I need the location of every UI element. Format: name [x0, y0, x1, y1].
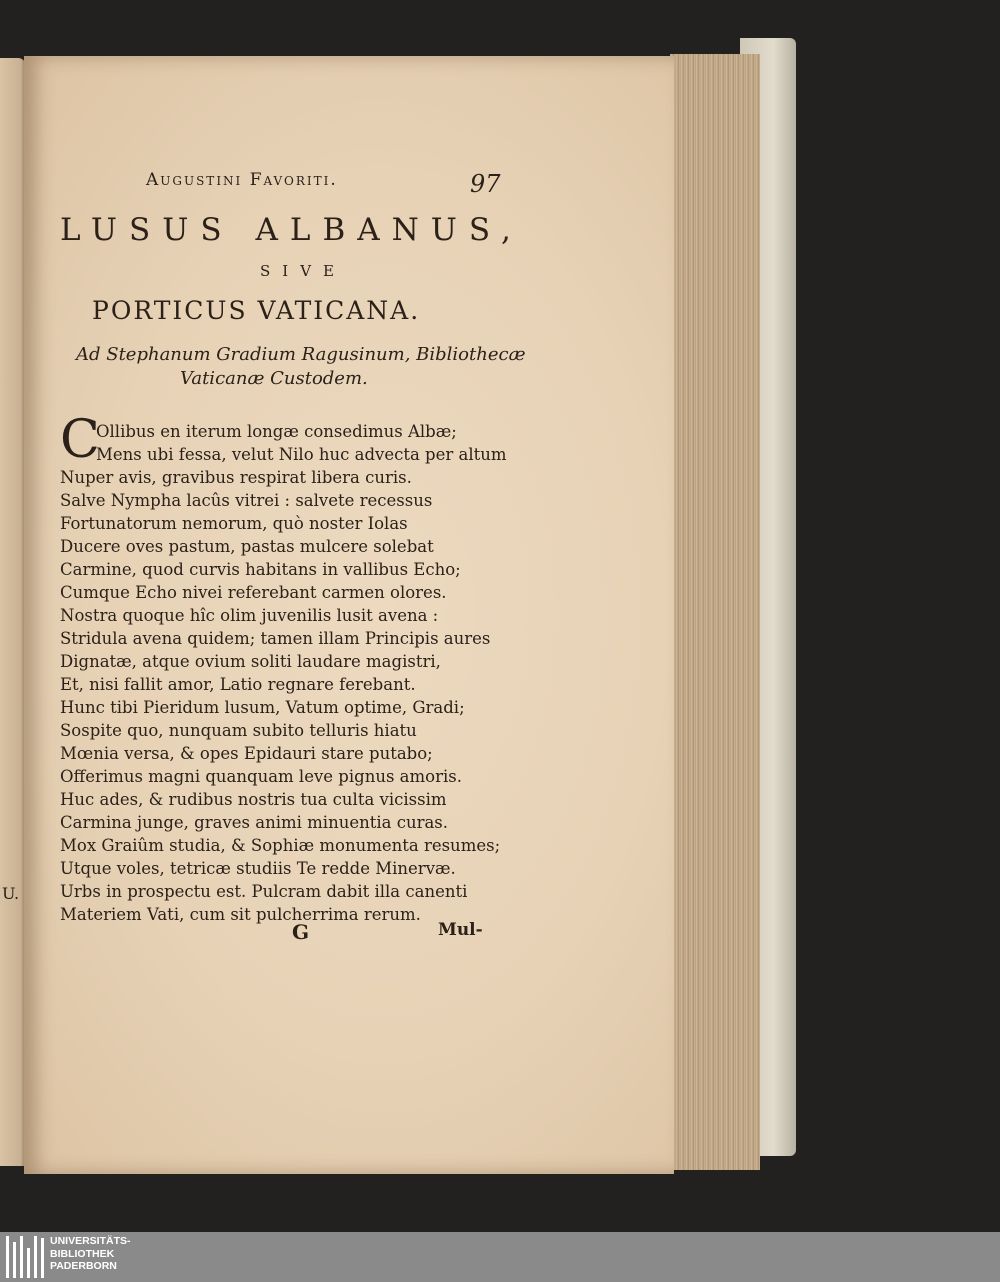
library-barcode-logo-icon	[6, 1236, 46, 1278]
left-page-fragment: U.	[2, 884, 20, 903]
catchword: Mul-	[438, 920, 483, 940]
verse-line: Sospite quo, nunquam subito telluris hiatu	[60, 721, 417, 740]
dedication-line-1: Ad Stephanum Gradium Ragusinum, Bibliothecæ	[76, 344, 526, 365]
verse-line: Materiem Vati, cum sit pulcherrima rerum.	[60, 905, 421, 924]
running-head: Augustini Favoriti.	[146, 170, 338, 190]
verse-line: Carmine, quod curvis habitans in vallibus Echo;	[60, 560, 461, 579]
left-page-edge	[0, 58, 26, 1166]
verse-line: Carmina junge, graves animi minuentia curas.	[60, 813, 449, 832]
library-name-line-2: BIBLIOTHEK	[50, 1247, 115, 1260]
verse-line: Urbs in prospectu est. Pulcram dabit illa canenti	[60, 882, 468, 901]
verse-line: Stridula avena quidem; tamen illam Principis aures	[60, 629, 491, 648]
library-name-line-1: UNIVERSITÄTS-	[50, 1235, 131, 1247]
library-name	[50, 1235, 170, 1273]
verse-line: Hunc tibi Pieridum lusum, Vatum optime, Gradi;	[60, 698, 465, 717]
title-sub: PORTICUS VATICANA.	[92, 296, 421, 325]
verse-line: Salve Nympha lacûs vitrei : salvete recessus	[60, 491, 433, 510]
verse-line: Mens ubi fessa, velut Nilo huc advecta per altum	[96, 445, 507, 464]
page-edges	[670, 54, 760, 1170]
library-name-line-3: PADERBORN	[50, 1260, 117, 1272]
verse-line: Mœnia versa, & opes Epidauri stare putabo;	[60, 744, 433, 763]
verse-line: Offerimus magni quanquam leve pignus amoris.	[60, 767, 462, 786]
verse-line: Fortunatorum nemorum, quò noster Iolas	[60, 514, 408, 533]
drop-cap: C	[60, 410, 100, 470]
footer-bar	[0, 1232, 1000, 1282]
verse-line: Cumque Echo nivei referebant carmen olores.	[60, 583, 447, 602]
signature-mark: G	[292, 920, 310, 944]
page-number: 97	[470, 170, 501, 198]
verse-line: Ollibus en iterum longæ consedimus Albæ;	[96, 422, 457, 441]
verse-line: Utque voles, tetricæ studiis Te redde Minervæ.	[60, 859, 456, 878]
verse-line: Mox Graiûm studia, & Sophiæ monumenta resumes;	[60, 836, 501, 855]
verse-line: Nuper avis, gravibus respirat libera curis.	[60, 468, 412, 487]
verse-line: Huc ades, & rudibus nostris tua culta vicissim	[60, 790, 447, 809]
verse-line: Ducere oves pastum, pastas mulcere solebat	[60, 537, 434, 556]
verse-line: Dignatæ, atque ovium soliti laudare magistri,	[60, 652, 441, 671]
title-main: LUSUS ALBANUS,	[60, 212, 523, 248]
title-sive: SIVE	[260, 262, 346, 280]
verse-line: Nostra quoque hîc olim juvenilis lusit avena :	[60, 606, 439, 625]
dedication-line-2: Vaticanæ Custodem.	[180, 368, 368, 389]
verse-line: Et, nisi fallit amor, Latio regnare ferebant.	[60, 675, 416, 694]
